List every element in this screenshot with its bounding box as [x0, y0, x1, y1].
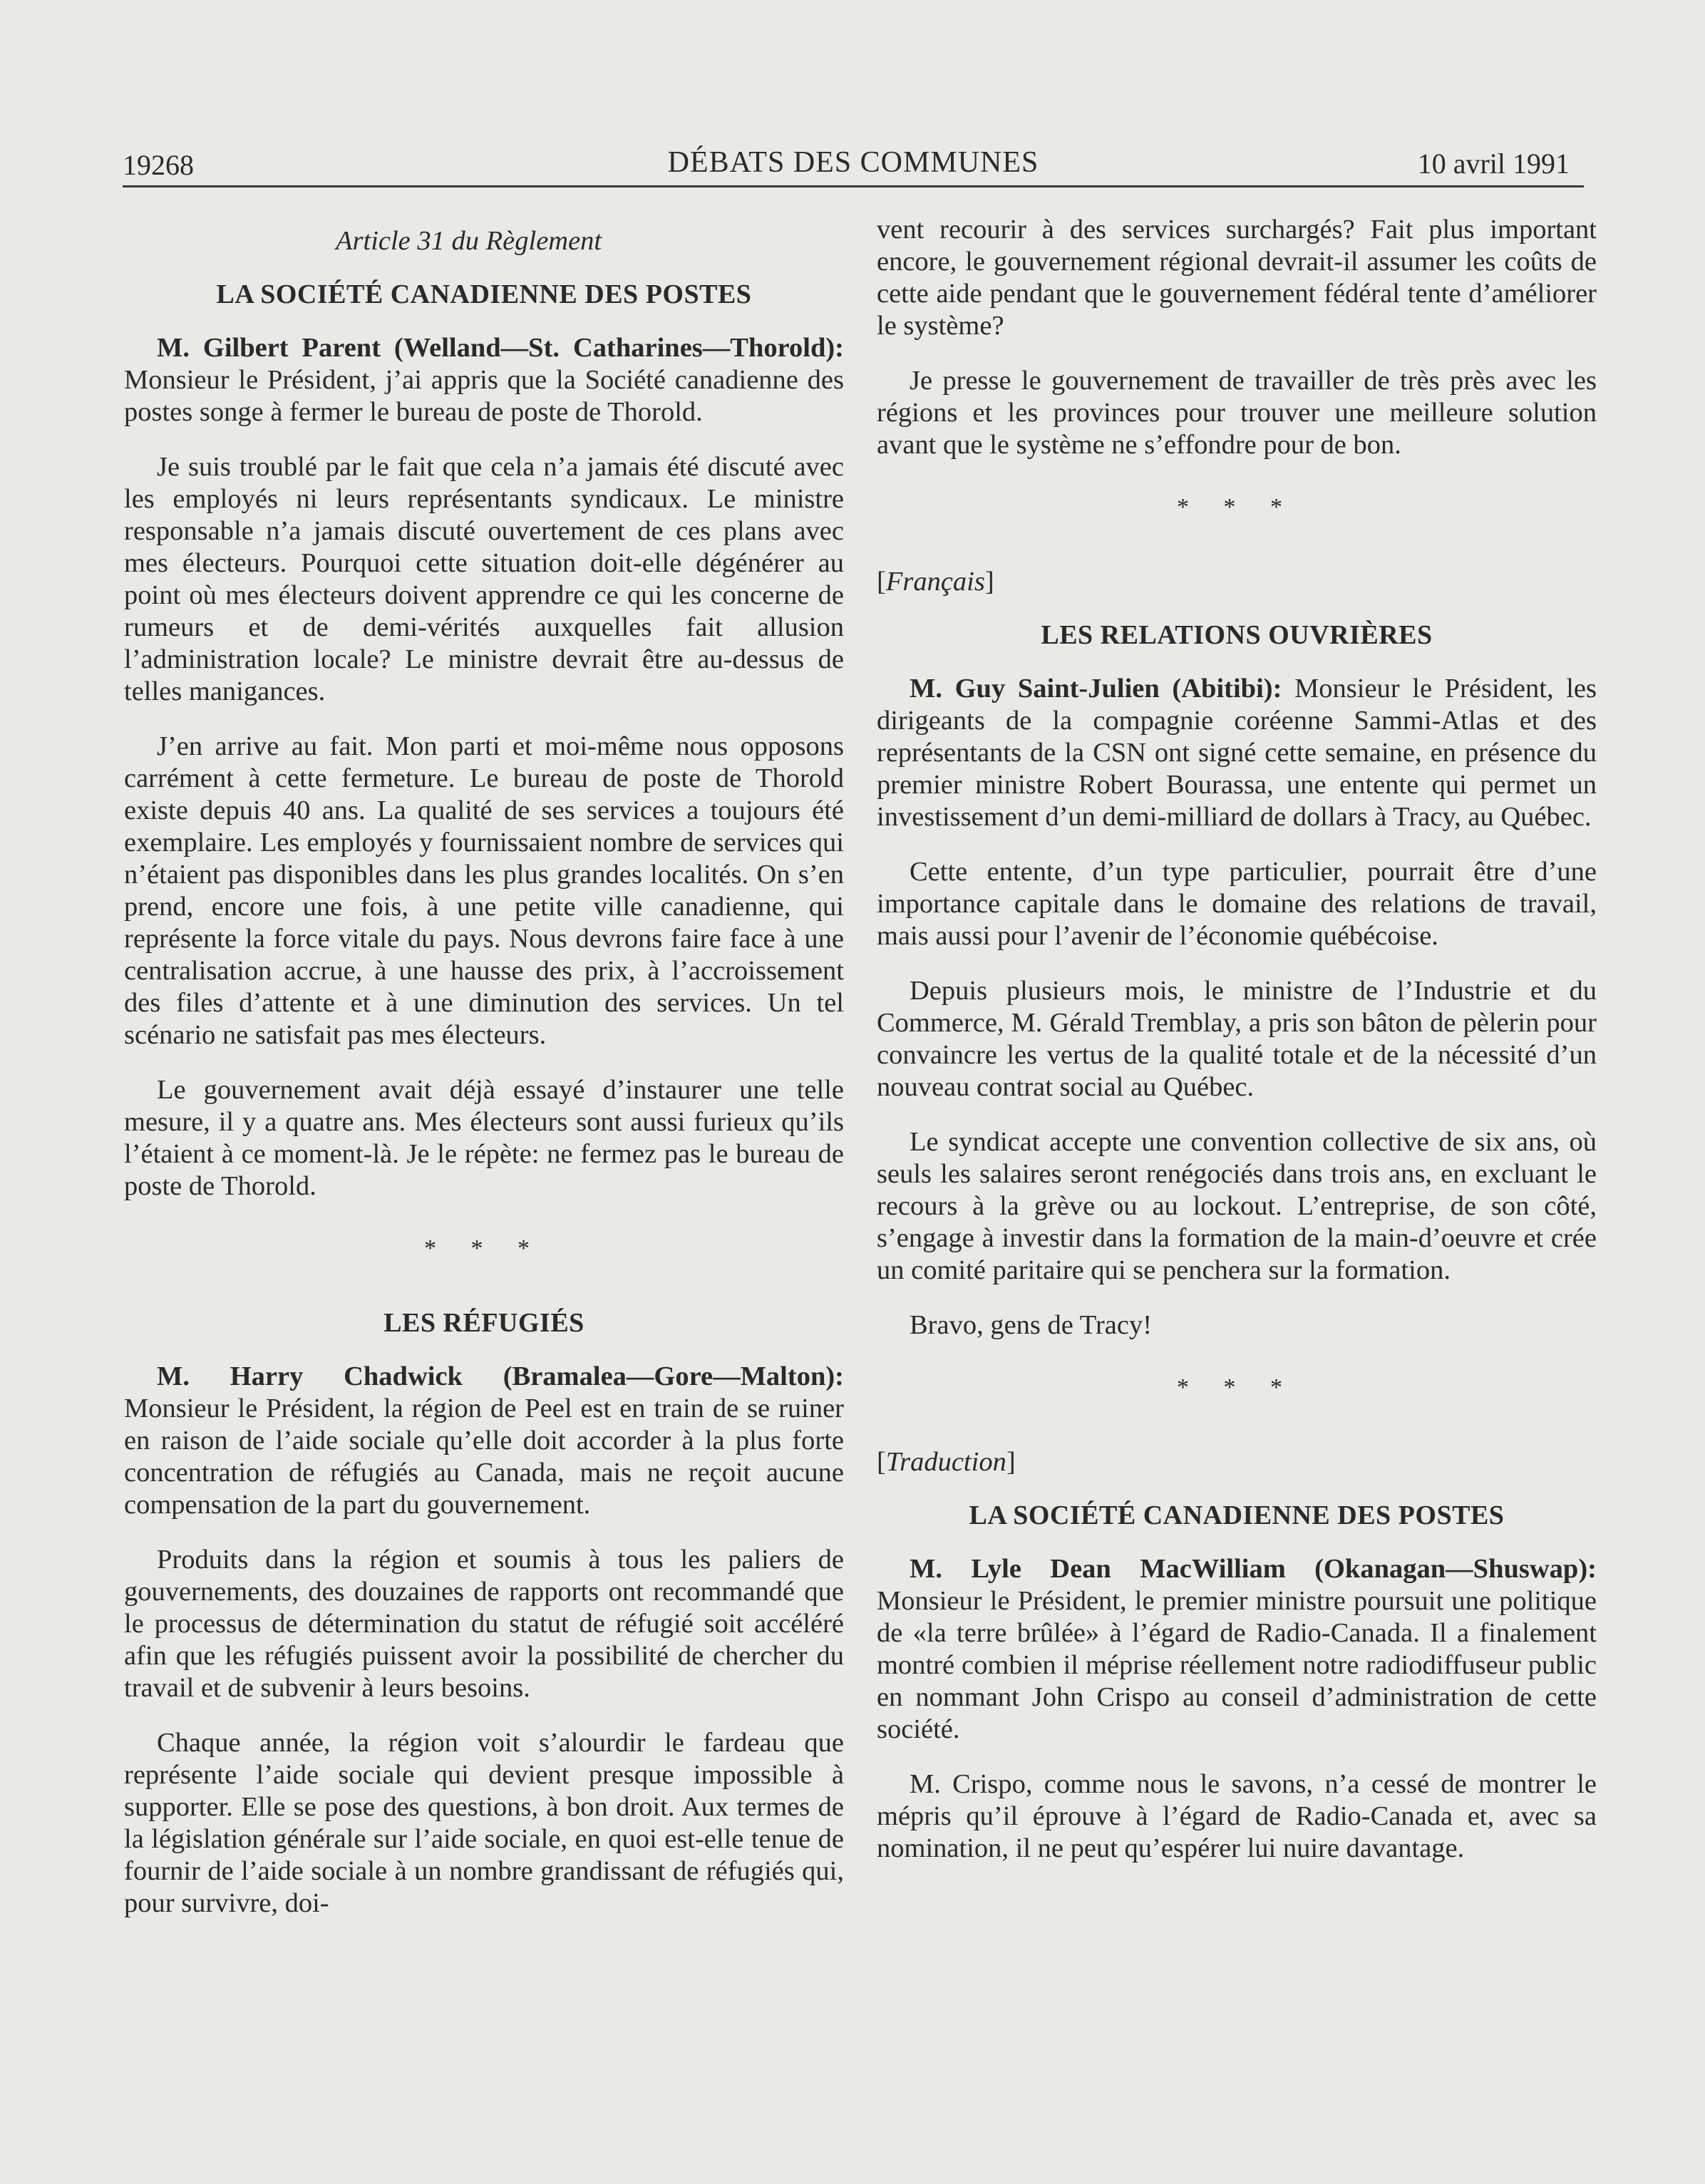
- speaker-name: M. Gilbert Parent (Welland—St. Catharines—Thorold):: [157, 333, 844, 363]
- section-heading: LES RÉFUGIÉS: [383, 1308, 584, 1338]
- right-column: [877, 214, 1597, 1887]
- speaker-name: M. Guy Saint-Julien (Abitibi):: [910, 674, 1282, 704]
- paragraph: J’en arrive au fait. Mon parti et moi-même nous opposons carrément à cette fermeture. Le bureau de poste de Thorold existe depuis 40 ans. La qualité de ses services a toujours été exemplaire. Les employés y fournissaient nombre de services qui n’étaient pas disponibles dans les plus grandes localités. On s’en prend, encore une fois, à une petite ville canadienne, qui représente la force vitale du pays. Nous devrons faire face à une centralisation accrue, à une hausse des prix, à l’accroissement des files d’attente et à une diminution des services. Un tel scénario ne satisfait pas mes électeurs.: [124, 731, 844, 1050]
- language-label: Traduction: [885, 1447, 1006, 1477]
- speaker-name: M. Lyle Dean MacWilliam (Okanagan—Shuswap):: [910, 1554, 1597, 1584]
- paragraph: Je presse le gouvernement de travailler de très près avec les régions et les provinces pour trouver une meilleure solution avant que le système ne s’effondre pour de bon.: [877, 366, 1597, 460]
- publication-date: 10 avril 1991: [1417, 148, 1570, 180]
- paragraph: Je suis troublé par le fait que cela n’a jamais été discuté avec les employés ni leurs représentants syndicaux. Le ministre responsable n’a jamais discuté ouvertement de ces plans avec mes électeurs. Pourquoi cette situation doit-elle dégénérer au point où mes électeurs doivent apprendre ce qui les concerne de rumeurs et de demi-vérités auxquelles fait allusion l’administration locale? Le ministre devrait être au-dessus de telles manigances.: [124, 452, 844, 706]
- left-column: [124, 214, 844, 1942]
- speech-paragraph: [877, 1553, 1597, 1746]
- language-note: [Traduction]: [877, 1447, 1016, 1477]
- speech-paragraph: [877, 673, 1597, 833]
- paragraph: vent recourir à des services surchargés? Fait plus important encore, le gouvernement régional devrait-il assumer les coûts de cette aide pendant que le gouvernement fédéral tente d’améliorer le système?: [877, 215, 1597, 341]
- rubric: Article 31 du Règlement: [336, 226, 602, 256]
- speech-text: Monsieur le Président, les dirigeants de la compagnie coréenne Sammi-Atlas et des représentants de la CSN ont signé cette semaine, en présence du premier ministre Robert Bourassa, une entente qui permet un investissement d’un demi-milliard de dollars à Tracy, au Québec.: [877, 674, 1597, 832]
- page-header: [123, 143, 1584, 187]
- speech-paragraph: [124, 1361, 844, 1521]
- paragraph: Le syndicat accepte une convention collective de six ans, où seuls les salaires seront renégociés dans trois ans, en excluant le recours à la grève ou au lockout. L’entreprise, de son côté, s’engage à investir dans la formation de la main-d’oeuvre et crée un comité paritaire qui se penchera sur la formation.: [877, 1127, 1597, 1285]
- speech-paragraph: [124, 332, 844, 428]
- speech-text: Monsieur le Président, la région de Peel est en train de se ruiner en raison de l’aide sociale qu’elle doit accorder à la plus forte concentration de réfugiés au Canada, mais ne reçoit aucune compensation de la part du gouvernement.: [124, 1394, 844, 1520]
- section-separator: * * *: [424, 1235, 544, 1262]
- language-label: Français: [885, 567, 985, 597]
- speaker-name: M. Harry Chadwick (Bramalea—Gore—Malton):: [157, 1361, 844, 1391]
- paragraph: Depuis plusieurs mois, le ministre de l’Industrie et du Commerce, M. Gérald Tremblay, a pris son bâton de pèlerin pour convaincre les vertus de la qualité totale et de la nécessité d’un nouveau contrat social au Québec.: [877, 976, 1597, 1102]
- paragraph: Cette entente, d’un type particulier, pourrait être d’une importance capitale dans le domaine des relations de travail, mais aussi pour l’avenir de l’économie québécoise.: [877, 857, 1597, 951]
- section-heading: LA SOCIÉTÉ CANADIENNE DES POSTES: [969, 1500, 1505, 1530]
- publication-title: DÉBATS DES COMMUNES: [667, 146, 1039, 179]
- paragraph: Bravo, gens de Tracy!: [910, 1310, 1153, 1340]
- paragraph: Le gouvernement avait déjà essayé d’instaurer une telle mesure, il y a quatre ans. Mes électeurs sont aussi furieux qu’ils l’étaient à ce moment-là. Je le répète: ne fermez pas le bureau de poste de Thorold.: [124, 1075, 844, 1201]
- paragraph: Chaque année, la région voit s’alourdir le fardeau que représente l’aide sociale qui devient presque impossible à supporter. Elle se pose des questions, à bon droit. Aux termes de la législation générale sur l’aide sociale, en quoi est-elle tenue de fournir de l’aide sociale à un nombre grandissant de réfugiés qui, pour survivre, doi-: [124, 1728, 844, 1918]
- section-heading: LA SOCIÉTÉ CANADIENNE DES POSTES: [216, 279, 752, 309]
- paragraph: M. Crispo, comme nous le savons, n’a cessé de montrer le mépris qu’il éprouve à l’égard de Radio-Canada et, avec sa nomination, il ne peut qu’espérer lui nuire davantage.: [877, 1769, 1597, 1863]
- section-separator: * * *: [1177, 494, 1297, 520]
- section-heading: LES RELATIONS OUVRIÈRES: [1041, 620, 1433, 650]
- paragraph: Produits dans la région et soumis à tous les paliers de gouvernements, des douzaines de rapports ont recommandé que le processus de détermination du statut de réfugié soit accéléré afin que les réfugiés puissent avoir la possibilité de chercher du travail et de subvenir à leurs besoins.: [124, 1545, 844, 1703]
- speech-text: Monsieur le Président, j’ai appris que la Société canadienne des postes songe à fermer le bureau de poste de Thorold.: [124, 365, 844, 427]
- section-separator: * * *: [1177, 1374, 1297, 1401]
- language-note: [Français]: [877, 567, 994, 597]
- speech-text: Monsieur le Président, le premier ministre poursuit une politique de «la terre brûlée» à l’égard de Radio-Canada. Il a finalement montré combien il méprise réellement notre radiodiffuseur public en nommant John Crispo au conseil d’administration de cette société.: [877, 1586, 1597, 1744]
- page-number: 19268: [123, 149, 194, 181]
